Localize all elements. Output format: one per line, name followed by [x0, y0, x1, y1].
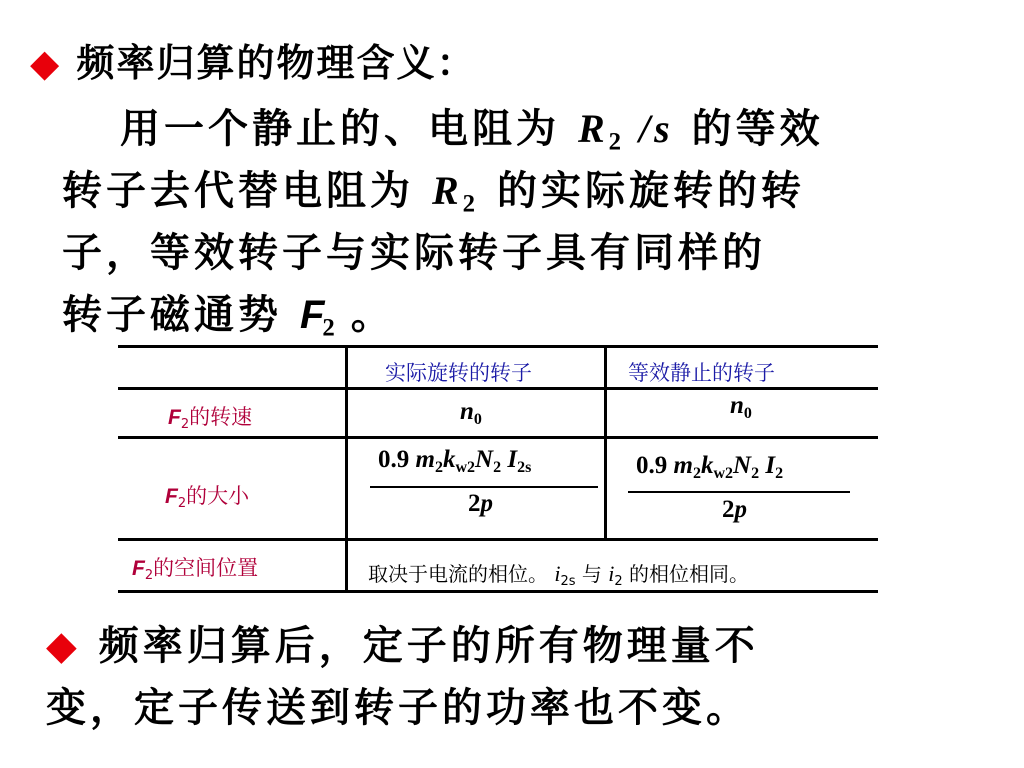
paragraph-line-3 — [62, 222, 766, 284]
formula-numerator-actual — [378, 446, 531, 477]
cell-position-note — [368, 558, 749, 589]
subscript: 2 — [144, 568, 154, 583]
symbol-letter: k — [442, 446, 456, 473]
symbol-letter: F — [299, 293, 323, 337]
text-span: 取决于电流的相位。 — [368, 562, 548, 586]
symbol-letter: k — [700, 452, 714, 479]
text-span: 。 — [350, 291, 395, 338]
subscript: 2s — [517, 459, 532, 476]
cell-speed-equivalent — [730, 392, 752, 423]
table-row-rule — [118, 538, 878, 541]
text-span: 的相位相同。 — [629, 562, 750, 586]
text-span: 的实际旋转的转 — [496, 167, 805, 214]
fraction-bar — [628, 491, 850, 493]
symbol-letter: i — [608, 561, 615, 586]
subscript: 2 — [462, 190, 480, 218]
subscript: w2 — [713, 465, 734, 482]
subscript: 2 — [692, 465, 701, 482]
subscript: 2 — [322, 314, 333, 342]
cell-speed-actual — [460, 398, 482, 429]
symbol-letter: F — [165, 485, 178, 508]
symbol-letter: n — [730, 392, 744, 419]
text-span: 转子磁通势 — [62, 291, 282, 338]
formula-denominator-actual — [468, 490, 493, 518]
symbol-letter: n — [460, 398, 474, 425]
symbol-r2 — [431, 168, 480, 218]
text-span: 用一个静止的、电阻为 — [120, 105, 560, 152]
subscript: 2 — [434, 459, 443, 476]
subscript: w2 — [455, 459, 476, 476]
heading-section-2-line-1 — [46, 614, 759, 671]
subscript: 2 — [180, 417, 190, 432]
row-label-position — [132, 552, 258, 583]
subscript: 2 — [614, 574, 623, 589]
subscript: 2s — [560, 574, 576, 589]
table-row-rule — [118, 436, 878, 439]
symbol-letter: p — [734, 496, 747, 523]
subscript: 0 — [473, 411, 482, 428]
row-label-magnitude — [165, 480, 249, 511]
table-column-rule — [345, 345, 348, 593]
text-span: 的转速 — [189, 405, 253, 429]
coefficient: 0.9 — [636, 452, 668, 479]
text-span: 与 — [581, 562, 602, 586]
fraction-bar — [370, 486, 598, 488]
symbol-letter: I — [765, 452, 776, 479]
text-span: 变，定子传送到转子的功率也不变。 — [46, 684, 750, 731]
symbol-letter: m — [673, 452, 693, 479]
symbol-f2 — [299, 293, 333, 342]
text-span: 的空间位置 — [153, 556, 259, 580]
column-header-actual-rotor: 实际旋转的转子 — [385, 361, 532, 385]
text-span: 子，等效转子与实际转子具有同样的 — [62, 229, 766, 276]
table-top-rule — [118, 345, 878, 348]
heading-section-1 — [30, 32, 476, 87]
symbol-letter: i — [554, 561, 561, 586]
symbol-letter: p — [480, 490, 493, 517]
symbol-letter: R — [577, 106, 609, 151]
diamond-bullet-icon: ◆ — [30, 41, 62, 85]
subscript: 2 — [493, 459, 502, 476]
subscript: 2 — [775, 465, 784, 482]
symbol-letter: m — [415, 446, 435, 473]
subscript: 2 — [177, 496, 187, 511]
row-label-speed — [168, 401, 252, 432]
symbol-slash-s: /s — [639, 106, 674, 151]
coefficient: 2 — [722, 496, 735, 523]
heading-section-2-line-2 — [46, 676, 750, 733]
symbol-letter: N — [733, 452, 752, 479]
symbol-letter: I — [507, 446, 518, 473]
heading-text: 频率归算的物理含义： — [76, 40, 477, 85]
diamond-bullet-icon: ◆ — [46, 623, 81, 669]
text-span: 的大小 — [186, 484, 250, 508]
symbol-r2-over-s — [577, 106, 674, 156]
coefficient: 2 — [468, 490, 481, 517]
table-column-rule — [604, 345, 607, 541]
subscript: 2 — [751, 465, 760, 482]
symbol-letter: F — [168, 406, 181, 429]
text-span: 的等效 — [691, 105, 824, 152]
formula-numerator-equivalent — [636, 452, 783, 483]
symbol-letter: F — [132, 557, 145, 580]
formula-denominator-equivalent — [722, 496, 747, 524]
subscript: 0 — [743, 405, 752, 422]
coefficient: 0.9 — [378, 446, 410, 473]
symbol-letter: N — [475, 446, 494, 473]
text-span: 转子去代替电阻为 — [62, 167, 414, 214]
symbol-letter: R — [431, 168, 463, 213]
column-header-equivalent-rotor: 等效静止的转子 — [628, 361, 775, 385]
text-span: 频率归算后，定子的所有物理量不 — [98, 622, 759, 669]
subscript: 2 — [608, 128, 626, 156]
table-bottom-rule — [118, 590, 878, 593]
table-row-rule — [118, 387, 878, 390]
